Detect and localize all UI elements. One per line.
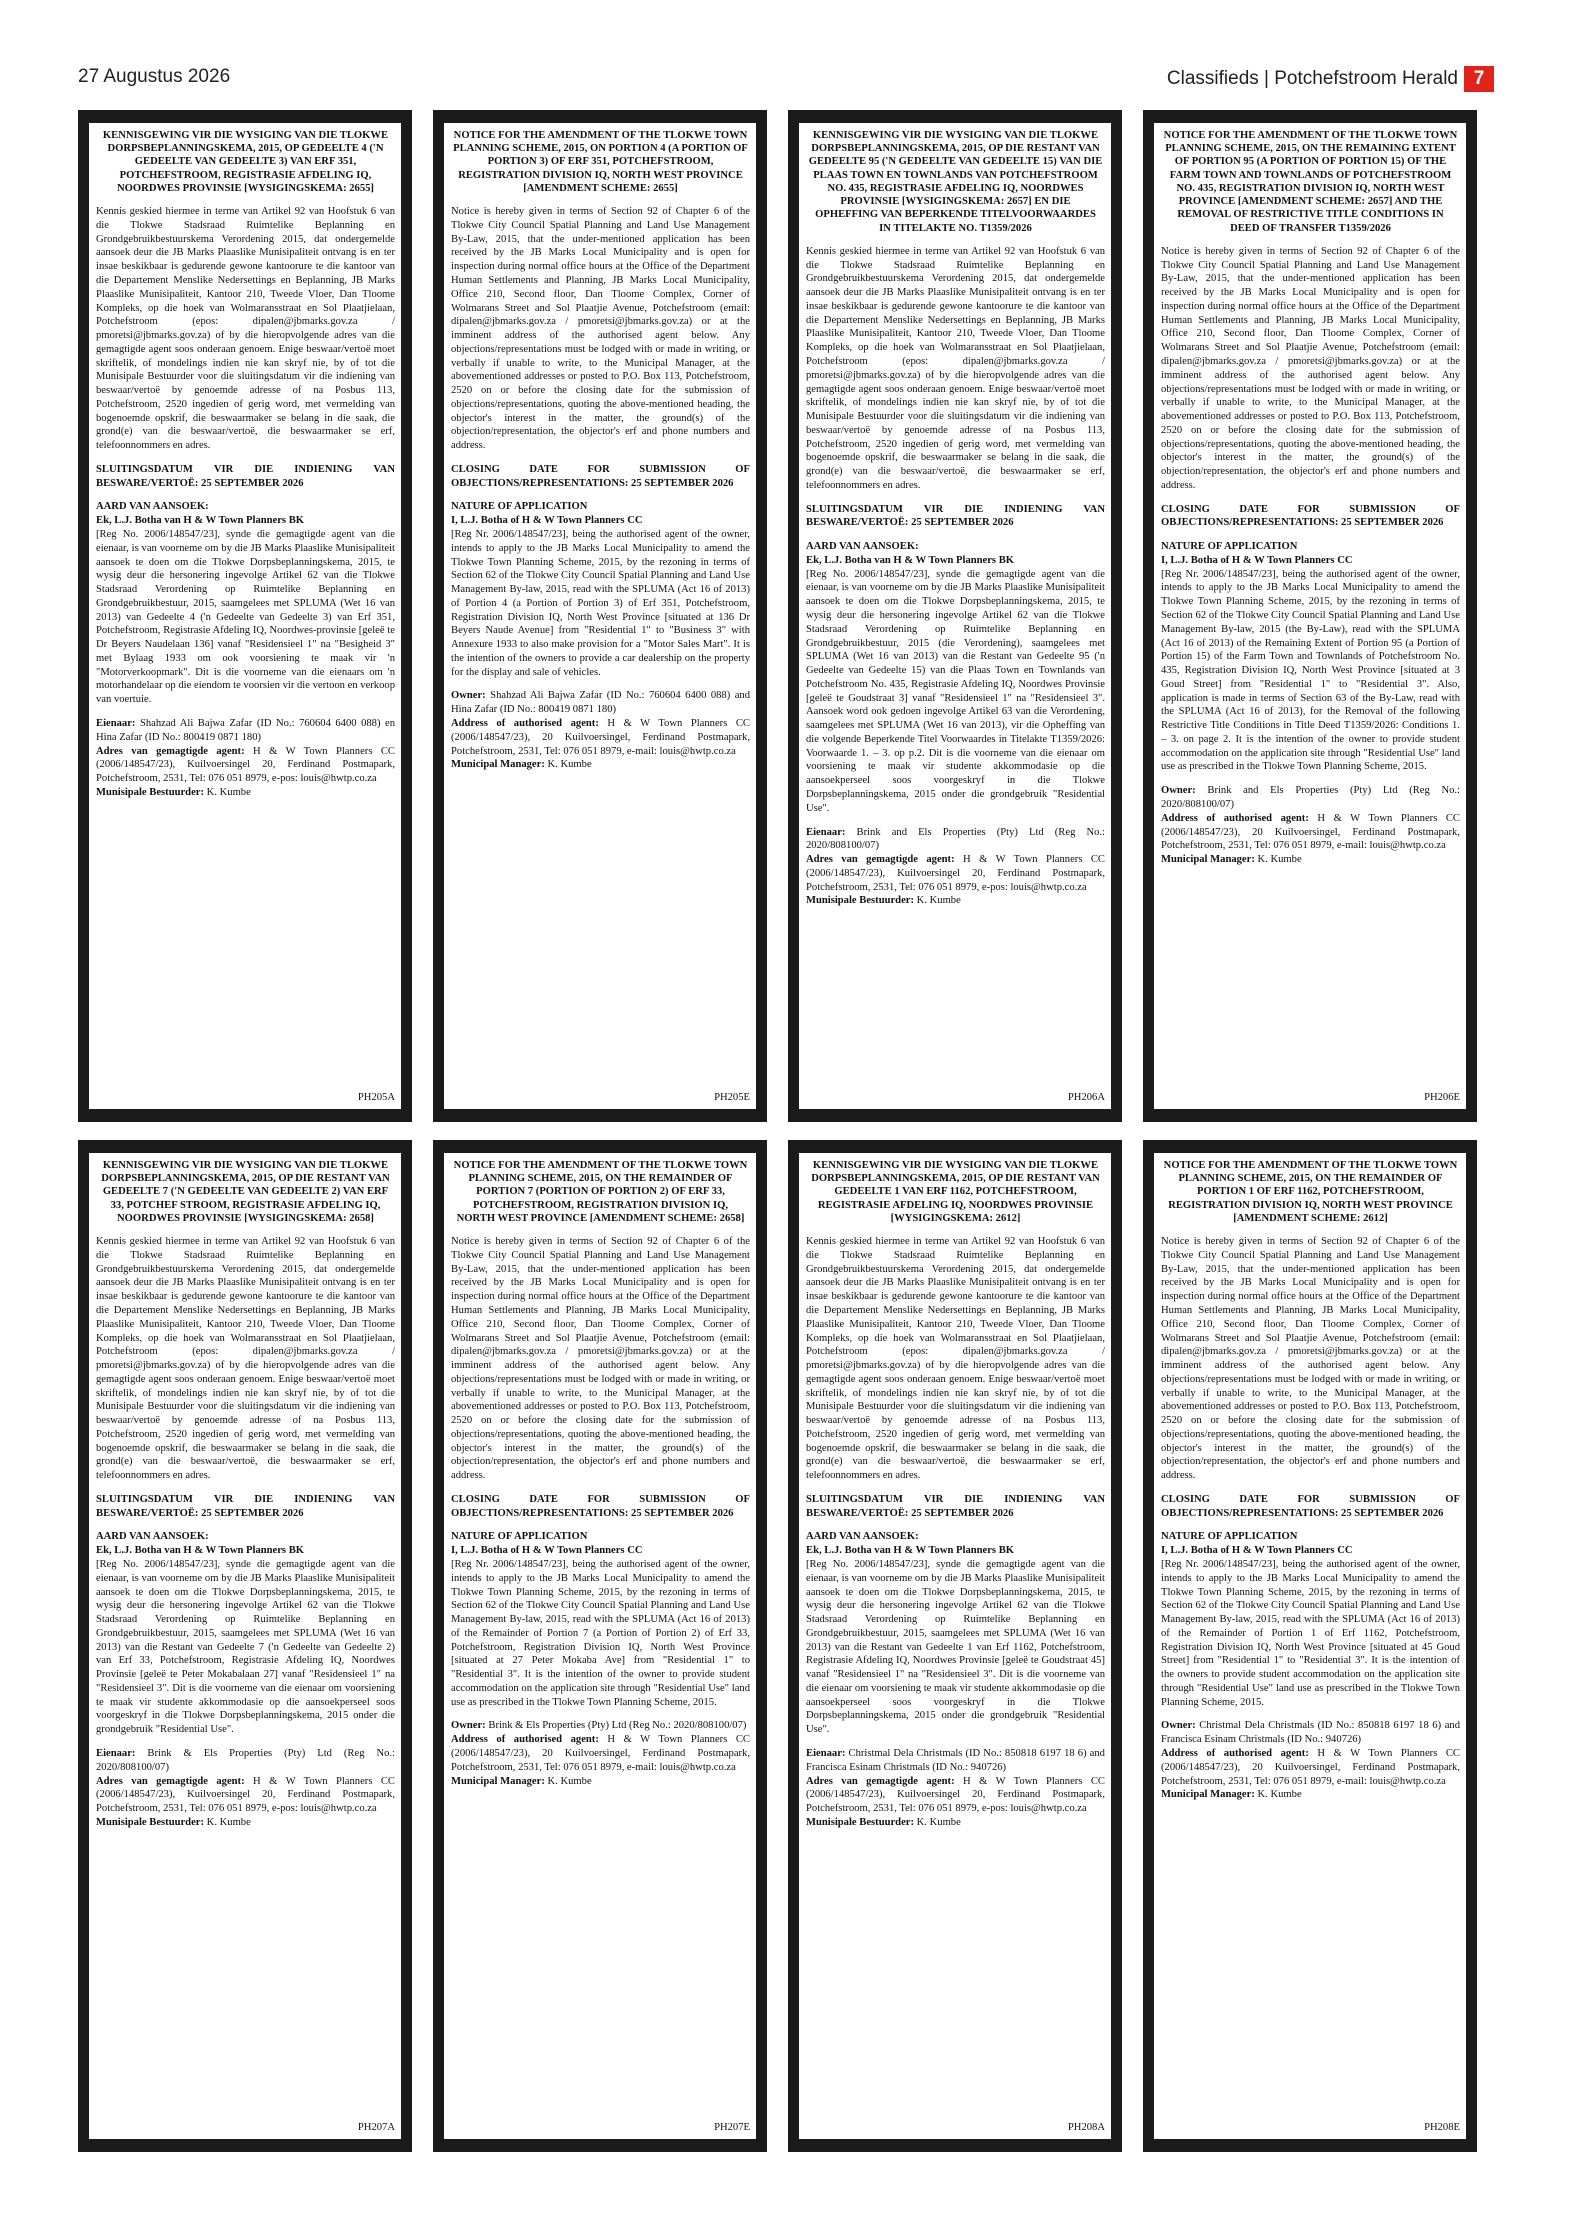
agent-line	[96, 1775, 395, 1816]
notice-band-top: KENNISGEWINGS • NOTICES	[519, 1140, 681, 1152]
notice-box	[788, 1140, 1122, 2152]
notice-ref: PH208E	[1424, 2122, 1460, 2134]
nature-body: [Reg No. 2006/148547/23], synde die gemagtigde agent van die eienaar, is van voorneme om by die JB Marks Plaaslike Munisipaliteit aansoek te doen om die Tlokwe Dorpsbeplanningskema, 2015, te wysig deur die hersonering ingevolge Artikel 62 van die Tlokwe Stadsraad Verordening op Ruimtelike Beplanning en Grondgebruikbestuur, 2015, saamgelees met SPLUMA (Wet 16 van 2013) van die Restant van Gedeelte 1 van Erf 1162, Potchefstroom, Registrasie Afdeling IQ, Noordwes Provinsie [geleë te Goudstraat 45] vanaf "Residensieel 1" na "Residensieel 3". Dit is die voorneme van die eienaar om voorsiening te maak vir studente akkommodasie op die aansoekperseel soos voorgeskryf in die Tlokwe Dorpsbeplanningskema, 2015 onder die grondgebruik "Residential Use".	[806, 1559, 1105, 1736]
page-header	[78, 66, 1494, 92]
agent-label: Address of authorised agent:	[1161, 1747, 1309, 1759]
notice-band-bottom: KENNISGEWINGS • NOTICES	[874, 2139, 1036, 2151]
nature-heading: NATURE OF APPLICATION	[451, 1531, 588, 1543]
nature-body: [Reg Nr. 2006/148547/23], being the authorised agent of the owner, intends to apply to the JB Marks Local Municipality to amend the Tlokwe Town Planning Scheme, 2015, by the rezoning in terms of Section 62 of the Tlokwe City Council Spatial Planning and Land Use Management By-law, 2015, read with the SPLUMA (Act 16 of 2013) of Portion 4 (a Portion of Portion 3) of Erf 351, Potchefstroom, Registration Division IQ, North West Province [situated at 136 Dr Beyers Naude Avenue] from "Residential 1" to "Business 3" with Annexure 1933 to also make provision for a "Motor Sales Mart". It is the intention of the owners to provide a car dealership on the property for the display and sale of vehicles.	[451, 529, 750, 678]
manager-label: Munisipale Bestuurder:	[96, 786, 205, 798]
applicant: Ek, L.J. Botha van H & W Town Planners BK	[96, 1545, 305, 1557]
notice-title: NOTICE FOR THE AMENDMENT OF THE TLOKWE TOWN PLANNING SCHEME, 2015, ON THE REMAINING EXTENT OF PORTION 95 (A PORTION OF PORTION 15) OF THE FARM TOWN AND TOWNLANDS OF POTCHEFSTROOM NO. 435, REGISTRATION DIVISION IQ, NORTH WEST PROVINCE [AMENDMENT SCHEME: 2657] AND THE REMOVAL OF RESTRICTIVE TITLE CONDITIONS IN DEED OF TRANSFER T1359/2026	[1163, 130, 1458, 234]
agent-line	[451, 717, 750, 758]
owner-value: Shahzad Ali Bajwa Zafar (ID No.: 760604 6400 088) en Hina Zafar (ID No.: 800419 0871 180)	[96, 717, 395, 743]
notice-ref: PH207A	[357, 2122, 395, 2134]
notice-ref: PH207E	[714, 2122, 750, 2134]
owner-value: Brink and Els Properties (Pty) Ltd (Reg No.: 2020/808100/07)	[1161, 785, 1460, 810]
page-number: 7	[1464, 66, 1494, 92]
notice-band-bottom: KENNISGEWINGS • NOTICES	[164, 2139, 326, 2151]
notice-title: NOTICE FOR THE AMENDMENT OF THE TLOKWE TOWN PLANNING SCHEME, 2015, ON PORTION 4 (A PORTION OF PORTION 3) OF ERF 351, POTCHEFSTROOM, REGISTRATION DIVISION IQ, NORTH WEST PROVINCE [AMENDMENT SCHEME: 2655]	[453, 130, 748, 194]
notice-body: Notice is hereby given in terms of Section 92 of Chapter 6 of the Tlokwe City Council Spatial Planning and Land Use Management By-Law, 2015, that the under-mentioned application has been received by the JB Marks Local Municipality and is open for inspection during normal office hours at the Office of the Department Human Settlements and Planning, JB Marks Local Municipality, Office 210, Second floor, Dan Tloome Complex, Corner of Wolmarans Street and Sol Plaatjie Avenue, Potchefstroom (email: dipalen@jbmarks.gov.za / pmoretsi@jbmarks.gov.za) or at the imminent address of the authorised agent below. Any objections/representations must be lodged with or made in writing, or verbally if unable to write, to the Municipal Manager, at the abovementioned addresses or posted to P.O. Box 113, Potchefstroom, 2520 on or before the closing date for the submission of objections/representations, quoting the above-mentioned heading, the objector's interest in the matter, the ground(s) of the objection/representation, the objector's erf and phone numbers and address.	[451, 206, 750, 452]
notice-content	[1154, 123, 1466, 1109]
notice-box	[433, 1140, 767, 2152]
manager-label: Municipal Manager:	[451, 1775, 545, 1787]
owner-value: Christmal Dela Christmals (ID No.: 850818 6197 18 6) and Francisca Esinam Christmals (ID No.: 940726)	[1161, 1720, 1460, 1746]
owner-label: Eienaar:	[96, 717, 136, 729]
notice-box	[78, 110, 412, 1122]
owner-label: Owner:	[451, 690, 486, 702]
agent-line	[806, 1775, 1105, 1816]
manager-label: Municipal Manager:	[1161, 854, 1255, 866]
agent-line	[96, 745, 395, 786]
owner-value: Brink & Els Properties (Pty) Ltd (Reg No.: 2020/808100/07)	[488, 1720, 747, 1732]
notice-body: Kennis geskied hiermee in terme van Artikel 92 van Hoofstuk 6 van die Tlokwe Stadsraad Ruimtelike Beplanning en Grondgebruikbestuurskema Verordening 2015, dat ondergemelde aansoek deur die JB Marks Plaaslike Munisipaliteit ontvang is en ter insae beskikbaar is gedurende gewone kantoorure te die kantoor van die Departement Menslike Nedersettings en Beplanning, JB Marks Plaaslike Munisipaliteit, Kantoor 210, Tweede Vloer, Dan Tloome Kompleks, op die hoek van Wolmaransstraat en Sol Plaatjielaan, Potchefstroom (epos: dipalen@jbmarks.gov.za / pmoretsi@jbmarks.gov.za) of by die hieropvolgende adres van die gemagtigde agent soos onderaan genoem. Enige beswaar/vertoë moet skriftelik, of mondelings indien nie kan skryf nie, by of tot die Munisipale Bestuurder voor die sluitingsdatum vir die indiening van beswaar/vertoë by genoemde adresse of na Posbus 113, Potchefstroom, 2520 ingedien of gerig word, met vermelding van bogenoemde opskrif, die beswaarmaker se belang in die saak, die grond(e) van die beswaar/vertoë, die beswaarmaker se erf, telefoonnommers en adres.	[96, 206, 395, 452]
owner-line	[806, 1747, 1105, 1775]
manager-value: K. Kumbe	[916, 895, 961, 907]
agent-value: H & W Town Planners CC (2006/148547/23), 20 Kuilvoersingel, Ferdinand Postmapark, Potchefstroom, 2531, Tel: 076 051 8979, e-mail: louis@hwtp.co.za	[1161, 812, 1460, 852]
manager-line	[96, 1816, 395, 1830]
nature-heading: NATURE OF APPLICATION	[1161, 1531, 1298, 1543]
manager-line	[806, 894, 1105, 908]
applicant: Ek, L.J. Botha van H & W Town Planners BK	[806, 1545, 1015, 1557]
owner-line	[806, 826, 1105, 854]
notice-title: KENNISGEWING VIR DIE WYSIGING VAN DIE TLOKWE DORPSBEPLANNINGSKEMA, 2015, OP DIE RESTANT VAN GEDEELTE 95 ('N GEDEELTE VAN GEDEELTE 15) VAN DIE PLAAS TOWN EN TOWNLANDS VAN POTCHEFSTROOM NO. 435, REGISTRASIE AFDELING IQ, NOORDWES PROVINSIE [WYSIGINGSKEMA: 2657] EN DIE OPHEFFING VAN BEPERKENDE TITELVOORWAARDES IN TITELAKTE NO. T1359/2026	[808, 130, 1103, 234]
notice-box	[78, 1140, 412, 2152]
manager-label: Municipal Manager:	[451, 759, 545, 771]
owner-value: Shahzad Ali Bajwa Zafar (ID No.: 760604 6400 088) and Hina Zafar (ID No.: 800419 0871 180)	[451, 690, 750, 716]
owner-line	[451, 1719, 750, 1733]
agent-value: H & W Town Planners CC (2006/148547/23), 20 Kuilvoersingel, Ferdinand Postmapark, Potchefstroom, 2531, Tel: 076 051 8979, e-mail: louis@hwtp.co.za	[451, 717, 750, 757]
notice-content	[799, 1153, 1111, 2139]
nature-heading: NATURE OF APPLICATION	[1161, 541, 1298, 553]
notice-band-bottom: KENNISGEWINGS • NOTICES	[1229, 1109, 1391, 1121]
agent-label: Address of authorised agent:	[451, 717, 599, 729]
owner-line	[96, 1747, 395, 1775]
notice-body: Notice is hereby given in terms of Section 92 of Chapter 6 of the Tlokwe City Council Spatial Planning and Land Use Management By-Law, 2015, that the under-mentioned application has been received by the JB Marks Local Municipality and is open for inspection during normal office hours at the Office of the Department Human Settlements and Planning, JB Marks Local Municipality, Office 210, Second floor, Dan Tloome Complex, Corner of Wolmarans Street and Sol Plaatjie Avenue, Potchefstroom (email: dipalen@jbmarks.gov.za / pmoretsi@jbmarks.gov.za) or at the imminent address of the authorised agent below. Any objections/representations must be lodged with or made in writing, or verbally if unable to write, to the Municipal Manager, at the abovementioned addresses or posted to P.O. Box 113, Potchefstroom, 2520 on or before the closing date for the submission of objections/representations, quoting the above-mentioned heading, the objector's interest in the matter, the ground(s) of the objection/representation, the objector's erf and phone numbers and address.	[451, 1236, 750, 1482]
manager-line	[96, 786, 395, 800]
notice-box	[1143, 110, 1477, 1122]
agent-label: Address of authorised agent:	[451, 1734, 599, 1746]
agent-label: Adres van gemagtigde agent:	[806, 1775, 955, 1787]
owner-label: Owner:	[1161, 1720, 1196, 1732]
agent-value: H & W Town Planners CC (2006/148547/23), Kuilvoersingel 20, Ferdinand Postmapark, Potchefstroom, 2531, Tel: 076 051 8979, e-pos: louis@hwtp.co.za	[806, 854, 1105, 893]
notice-box	[788, 110, 1122, 1122]
agent-line	[806, 853, 1105, 894]
notice-content	[799, 123, 1111, 1109]
manager-label: Municipal Manager:	[1161, 1789, 1255, 1801]
nature-body: [Reg Nr. 2006/148547/23], being the authorised agent of the owner, intends to apply to the JB Marks Local Municipality to amend the Tlokwe Town Planning Scheme, 2015, by the rezoning in terms of Section 62 of the Tlokwe City Council Spatial Planning and Land Use Management By-law, 2015, read with the SPLUMA (Act 16 of 2013) of the Remainder of Portion 7 (a Portion of Portion 2) of Erf 33, Potchefstroom, Registration Division IQ, North West Province [situated at 27 Peter Mokaba Ave] from "Residential 1" to "Residential 3". It is the intention of the owner to provide student accommodation on the application site through "Residential Use" land use as prescribed in the Tlokwe Town Planning Scheme, 2015.	[451, 1559, 750, 1708]
notice-ref: PH205A	[357, 1092, 395, 1104]
notice-title: KENNISGEWING VIR DIE WYSIGING VAN DIE TLOKWE DORPSBEPLANNINGSKEMA, 2015, OP GEDEELTE 4 ('N GEDEELTE VAN GEDEELTE 3) VAN ERF 351, POTCHEFSTROOM, REGISTRASIE AFDELING IQ, NOORDWES PROVINSIE [WYSIGINGSKEMA: 2655]	[102, 130, 389, 194]
nature-body: [Reg Nr. 2006/148547/23], being the authorised agent of the owner, intends to apply to the JB Marks Local Municipality to amend the Tlokwe Town Planning Scheme, 2015, by the rezoning in terms of Section 62 of the Tlokwe City Council Spatial Planning and Land Use Management By-law, 2015 (the By-Law), read with the SPLUMA (Act 16 of 2013) of the Remaining Extent of Portion 95 (a Portion of Portion 15) of the Farm Town and Townlands of Potchefstroom No. 435, Registration Division IQ, North West Province [situated at 3 Goud Street] from "Residential 1" to "Residential 3". Also, application is made in terms of Section 63 of the By-Law, read with the SPLUMA (Act 16 of 2013), for the Removal of the following Restrictive Title Conditions in Title Deed T1359/2026: Conditions 1. – 3. on page 2. It is the intention of the owner to provide student accommodation on the application site through "Residential Use" land use as prescribed in the Tlokwe Town Planning Scheme, 2015.	[1161, 568, 1460, 773]
owner-line	[451, 689, 750, 717]
manager-line	[451, 758, 750, 772]
manager-value: K. Kumbe	[547, 1775, 592, 1787]
owner-label: Eienaar:	[806, 826, 846, 838]
nature-body: [Reg No. 2006/148547/23], synde die gemagtigde agent van die eienaar, is van voorneme om by die JB Marks Plaaslike Munisipaliteit aansoek te doen om die Tlokwe Dorpsbeplanningskema, 2015, te wysig deur die hersonering ingevolge Artikel 62 van die Tlokwe Stadsraad Verordening op Ruimtelike Beplanning en Grondgebruikbestuur, 2015, saamgelees met SPLUMA (Wet 16 van 2013) van Gedeelte 4 ('n Gedeelte van Gedeelte 3) van Erf 351, Potchefstroom, Registrasie Afdeling IQ, Noordwes-provinsie [geleë te Dr Beyers Naudelaan 136] vanaf "Residensieel 1" na "Besigheid 3" met Bylaag 1933 om ook voorsiening te maak vir 'n "Motorverkoopmark". Dit is die voorneme van die eienaars om 'n motorhandelaar op die eiendom te voorsien vir die vertoon en verkoop van voertuie.	[96, 529, 395, 706]
nature-heading: AARD VAN AANSOEK:	[806, 1531, 919, 1543]
owner-label: Eienaar:	[96, 1747, 136, 1759]
notice-title: NOTICE FOR THE AMENDMENT OF THE TLOKWE TOWN PLANNING SCHEME, 2015, ON THE REMAINDER OF PORTION 1 OF ERF 1162, POTCHEFSTROOM, REGISTRATION DIVISION IQ, NORTH WEST PROVINCE [AMENDMENT SCHEME: 2612]	[1163, 1160, 1458, 1224]
notice-body: Kennis geskied hiermee in terme van Artikel 92 van Hoofstuk 6 van die Tlokwe Stadsraad Ruimtelike Beplanning en Grondgebruikbestuurskema Verordening 2015, dat ondergemelde aansoek deur die JB Marks Plaaslike Munisipaliteit ontvang is en ter insae beskikbaar is gedurende gewone kantoorure te die kantoor van die Departement Menslike Nedersettings en Beplanning, JB Marks Plaaslike Munisipaliteit, Kantoor 210, Tweede Vloer, Dan Tloome Kompleks, op die hoek van Wolmaransstraat en Sol Plaatjielaan, Potchefstroom (epos: dipalen@jbmarks.gov.za / pmoretsi@jbmarks.gov.za) of by die hieropvolgende adres van die gemagtigde agent soos onderaan genoem. Enige beswaar/vertoë moet skriftelik, of mondelings indien nie kan skryf nie, by of tot die Munisipale Bestuurder voor die sluitingsdatum vir die indiening van beswaar/vertoë by genoemde adresse of na Posbus 113, Potchefstroom, 2520 ingedien of gerig word, met vermelding van bogenoemde opskrif, die beswaarmaker se belang in die saak, die grond(e) van die beswaar/vertoë, die beswaarmaker se erf, telefoonnommers en adres.	[806, 245, 1105, 491]
nature-body: [Reg Nr. 2006/148547/23], being the authorised agent of the owner, intends to apply to the JB Marks Local Municipality to amend the Tlokwe Town Planning Scheme, 2015, by the rezoning in terms of Section 62 of the Tlokwe City Council Spatial Planning and Land Use Management By-law, 2015, read with the SPLUMA (Act 16 of 2013) of the Remainder of Portion 1 of Erf 1162, Potchefstroom, Registration Division IQ, North West Province [situated at 45 Goud Street] from "Residential 1" to "Residential 3". It is the intention of the owners to provide student accommodation on the application site through "Residential Use" land use as prescribed in the Tlokwe Town Planning Scheme, 2015.	[1161, 1559, 1460, 1708]
closing-date: SLUITINGSDATUM VIR DIE INDIENING VAN BESWARE/VERTOË: 25 SEPTEMBER 2026	[806, 503, 1105, 529]
manager-label: Munisipale Bestuurder:	[806, 895, 915, 907]
notice-box	[1143, 1140, 1477, 2152]
notice-title: KENNISGEWING VIR DIE WYSIGING VAN DIE TLOKWE DORPSBEPLANNINGSKEMA, 2015, OP DIE RESTANT VAN GEDEELTE 1 VAN ERF 1162, POTCHEFSTROOM, REGISTRASIE AFDELING IQ, NOORDWES PROVINSIE [WYSIGINGSKEMA: 2612]	[811, 1160, 1100, 1224]
notice-ref: PH206E	[1424, 1092, 1460, 1104]
agent-value: H & W Town Planners CC (2006/148547/23), Kuilvoersingel 20, Ferdinand Postmapark, Potchefstroom, 2531, Tel: 076 051 8979, e-pos: louis@hwtp.co.za	[96, 745, 395, 785]
nature-body: [Reg No. 2006/148547/23], synde die gemagtigde agent van die eienaar, is van voorneme om by die JB Marks Plaaslike Munisipaliteit aansoek te doen om die Tlokwe Dorpsbeplanningskema, 2015, te wysig deur die hersonering ingevolge Artikel 62 van die Tlokwe Stadsraad Verordening op Ruimtelike Beplanning en Grondgebruikbestuur, 2015, saamgelees met SPLUMA (Wet 16 van 2013) van die Restant van Gedeelte 7 ('n Gedeelte van Gedeelte 2) van Erf 33, Potchefstroom, Registrasie Afdeling IQ, Noordwes Provinsie [geleë te Peter Mokabalaan 27] vanaf "Residensieel 1" na "Residensieel 3". Dit is die voorneme van die eienaar om voorsiening te maak vir studente akkommodasie op die aansoekperseel soos voorgeskryf in die Tlokwe Dorpsbeplanningskema, 2015 onder die grondgebruik "Residential Use".	[96, 1559, 395, 1736]
nature-heading: AARD VAN AANSOEK:	[96, 501, 209, 513]
applicant: I, L.J. Botha of H & W Town Planners CC	[451, 515, 643, 527]
applicant: I, L.J. Botha of H & W Town Planners CC	[1161, 554, 1353, 566]
agent-label: Adres van gemagtigde agent:	[806, 854, 955, 866]
owner-line	[1161, 784, 1460, 812]
owner-label: Owner:	[1161, 785, 1196, 797]
closing-date: CLOSING DATE FOR SUBMISSION OF OBJECTIONS/REPRESENTATIONS: 25 SEPTEMBER 2026	[451, 463, 750, 489]
manager-value: K. Kumbe	[547, 759, 592, 771]
notice-band-bottom: KENNISGEWINGS • NOTICES	[519, 2139, 681, 2151]
notice-content	[1154, 1153, 1466, 2139]
agent-line	[1161, 812, 1460, 853]
agent-value: H & W Town Planners CC (2006/148547/23), 20 Kuilvoersingel, Ferdinand Postmapark, Potchefstroom, 2531, Tel: 076 051 8979, e-mail: louis@hwtp.co.za	[451, 1734, 750, 1773]
manager-line	[806, 1816, 1105, 1830]
closing-date: CLOSING DATE FOR SUBMISSION OF OBJECTIONS/REPRESENTATIONS: 25 SEPTEMBER 2026	[1161, 1493, 1460, 1519]
notice-body: Notice is hereby given in terms of Section 92 of Chapter 6 of the Tlokwe City Council Spatial Planning and Land Use Management By-Law, 2015, that the under-mentioned application has been received by the JB Marks Local Municipality and is open for inspection during normal office hours at the Office of the Department Human Settlements and Planning, JB Marks Local Municipality, Office 210, Second floor, Dan Tloome Complex, Corner of Wolmarans Street and Sol Plaatjie Avenue, Potchefstroom (email: dipalen@jbmarks.gov.za / pmoretsi@jbmarks.gov.za) or at the imminent address of the authorised agent below. Any objections/representations must be lodged with or made in writing, or verbally if unable to write, to the Municipal Manager, at the abovementioned addresses or posted to P.O. Box 113, Potchefstroom, 2520 on or before the closing date for the submission of objections/representations, quoting the above-mentioned heading, the objector's interest in the matter, the ground(s) of the objection/representation, the objector's erf and phone numbers and address.	[1161, 245, 1460, 491]
notice-band-bottom: KENNISGEWINGS • NOTICES	[874, 1109, 1036, 1121]
owner-line	[1161, 1719, 1460, 1747]
agent-label: Adres van gemagtigde agent:	[96, 745, 245, 757]
notice-band-bottom: KENNISGEWINGS • NOTICES	[164, 1109, 326, 1121]
manager-value: K. Kumbe	[206, 786, 251, 798]
notice-body: Kennis geskied hiermee in terme van Artikel 92 van Hoofstuk 6 van die Tlokwe Stadsraad Ruimtelike Beplanning en Grondgebruikbestuurskema Verordening 2015, dat ondergemelde aansoek deur die JB Marks Plaaslike Munisipaliteit ontvang is en ter insae beskikbaar is gedurende gewone kantoorure te die kantoor van die Departement Menslike Nedersettings en Beplanning, JB Marks Plaaslike Munisipaliteit, Kantoor 210, Tweede Vloer, Dan Tloome Kompleks, op die hoek van Wolmaransstraat en Sol Plaatjielaan, Potchefstroom (epos: dipalen@jbmarks.gov.za / pmoretsi@jbmarks.gov.za) of by die hieropvolgende adres van die gemagtigde agent soos onderaan genoem. Enige beswaar/vertoë moet skriftelik, of mondelings indien nie kan skryf nie, by of tot die Munisipale Bestuurder voor die sluitingsdatum vir die indiening van beswaar/vertoë by genoemde adresse of na Posbus 113, Potchefstroom, 2520 ingedien of gerig word, met vermelding van bogenoemde opskrif, die beswaarmaker se belang in die saak, die grond(e) van die beswaar/vertoë, die beswaarmaker se erf, telefoonnommers en adres.	[96, 1236, 395, 1482]
applicant: Ek, L.J. Botha van H & W Town Planners BK	[806, 554, 1015, 566]
masthead	[1167, 66, 1494, 92]
owner-label: Owner:	[451, 1720, 486, 1732]
manager-line	[1161, 853, 1460, 867]
closing-date: SLUITINGSDATUM VIR DIE INDIENING VAN BESWARE/VERTOË: 25 SEPTEMBER 2026	[96, 1493, 395, 1519]
notice-title: KENNISGEWING VIR DIE WYSIGING VAN DIE TLOKWE DORPSBEPLANNINGSKEMA, 2015, OP DIE RESTANT VAN GEDEELTE 7 ('N GEDEELTE VAN GEDEELTE 2) VAN ERF 33, POTCHEF STROOM, REGISTRASIE AFDELING IQ, NOORDWES PROVINSIE [WYSIGINGSKEMA: 2658]	[101, 1160, 390, 1224]
manager-label: Munisipale Bestuurder:	[96, 1816, 205, 1828]
notice-band-bottom: KENNISGEWINGS • NOTICES	[519, 1109, 681, 1121]
agent-line	[1161, 1747, 1460, 1788]
notice-band-top: KENNISGEWINGS • NOTICES	[1229, 110, 1391, 122]
closing-date: CLOSING DATE FOR SUBMISSION OF OBJECTIONS/REPRESENTATIONS: 25 SEPTEMBER 2026	[451, 1493, 750, 1519]
manager-value: K. Kumbe	[1257, 1789, 1302, 1801]
notice-content	[444, 1153, 756, 2139]
notice-body: Kennis geskied hiermee in terme van Artikel 92 van Hoofstuk 6 van die Tlokwe Stadsraad Ruimtelike Beplanning en Grondgebruikbestuurskema Verordening 2015, dat ondergemelde aansoek deur die JB Marks Plaaslike Munisipaliteit ontvang is en ter insae beskikbaar is gedurende gewone kantoorure te die kantoor van die Departement Menslike Nedersettings en Beplanning, JB Marks Plaaslike Munisipaliteit, Kantoor 210, Tweede Vloer, Dan Tloome Kompleks, op die hoek van Wolmaransstraat en Sol Plaatjielaan, Potchefstroom (epos: dipalen@jbmarks.gov.za / pmoretsi@jbmarks.gov.za) of by die hieropvolgende adres van die gemagtigde agent soos onderaan genoem. Enige beswaar/vertoë moet skriftelik, of mondelings indien nie kan skryf nie, by of tot die Munisipale Bestuurder voor die sluitingsdatum vir die indiening van beswaar/vertoë by genoemde adresse of na Posbus 113, Potchefstroom, 2520 ingedien of gerig word, met vermelding van bogenoemde opskrif, die beswaarmaker se belang in die saak, die grond(e) van die beswaar/vertoë, die beswaarmaker se erf, telefoonnommers en adres.	[806, 1236, 1105, 1482]
agent-line	[451, 1733, 750, 1774]
manager-value: K. Kumbe	[1257, 854, 1302, 866]
applicant: I, L.J. Botha of H & W Town Planners CC	[1161, 1545, 1353, 1557]
nature-heading: AARD VAN AANSOEK:	[806, 541, 919, 553]
notice-band-top: KENNISGEWINGS • NOTICES	[874, 1140, 1036, 1152]
notice-content	[444, 123, 756, 1109]
closing-date: SLUITINGSDATUM VIR DIE INDIENING VAN BESWARE/VERTOË: 25 SEPTEMBER 2026	[96, 463, 395, 489]
owner-label: Eienaar:	[806, 1747, 846, 1759]
manager-line	[1161, 1788, 1460, 1802]
notice-ref: PH205E	[714, 1092, 750, 1104]
notice-ref: PH208A	[1067, 2122, 1105, 2134]
notice-band-bottom: KENNISGEWINGS • NOTICES	[1229, 2139, 1391, 2151]
notice-ref: PH206A	[1067, 1092, 1105, 1104]
owner-value: Christmal Dela Christmals (ID No.: 850818 6197 18 6) and Francisca Esinam Christmals (ID No.: 940726)	[806, 1747, 1105, 1773]
manager-line	[451, 1775, 750, 1789]
issue-date: 27 Augustus 2026	[78, 66, 231, 87]
agent-value: H & W Town Planners CC (2006/148547/23), 20 Kuilvoersingel, Ferdinand Postmapark, Potchefstroom, 2531, Tel: 076 051 8979, e-mail: louis@hwtp.co.za	[1161, 1747, 1460, 1787]
notice-content	[89, 1153, 401, 2139]
owner-value: Brink & Els Properties (Pty) Ltd (Reg No.: 2020/808100/07)	[96, 1747, 395, 1773]
closing-date: CLOSING DATE FOR SUBMISSION OF OBJECTIONS/REPRESENTATIONS: 25 SEPTEMBER 2026	[1161, 503, 1460, 529]
publication-name: Classifieds | Potchefstroom Herald	[1166, 68, 1458, 89]
agent-value: H & W Town Planners CC (2006/148547/23), Kuilvoersingel 20, Ferdinand Postmapark, Potchefstroom, 2531, Tel: 076 051 8979, e-pos: louis@hwtp.co.za	[806, 1775, 1105, 1815]
owner-line	[96, 717, 395, 745]
applicant: Ek, L.J. Botha van H & W Town Planners BK	[96, 515, 305, 527]
nature-body: [Reg No. 2006/148547/23], synde die gemagtigde agent van die eienaar, is van voorneme om by die JB Marks Plaaslike Munisipaliteit aansoek te doen om die Tlokwe Dorpsbeplanningskema, 2015, te wysig deur die hersonering ingevolge Artikel 62 van die Tlokwe Stadsraad Verordening op Ruimtelike Beplanning en Grondgebruikbestuur, 2015 (die Verordening), saamgelees met SPLUMA (Wet 16 van 2013) van die Restant van Gedeelte 95 ('n Gedeelte van Gedeelte 15) van die Plaas Town en Townlands van Potchefstroom No. 435, Registrasie Afdeling IQ, Noordwes Provinsie [geleë te Goudstraat 3] vanaf "Residensieel 1" na "Residensieel 3". Aansoek word ook gedoen ingevolge Artikel 63 van die Verordening, saamgelees met SPLUMA (Wet 16 van 2013), vir die Opheffing van die volgende Beperkende Titel Voorwaardes in Titelakte T1359/2026: Voorwaarde 1. – 3. op p.2. Dit is die voorneme van die eienaar om voorsiening te maak vir studente akkommodasie op die aansoekperseel soos voorgeskryf in die Tlokwe Dorpsbeplanningskema, 2015 onder die grondgebruik "Residential Use".	[806, 568, 1105, 814]
notice-content	[89, 123, 401, 1109]
notice-body: Notice is hereby given in terms of Section 92 of Chapter 6 of the Tlokwe City Council Spatial Planning and Land Use Management By-Law, 2015, that the under-mentioned application has been received by the JB Marks Local Municipality and is open for inspection during normal office hours at the Office of the Department Human Settlements and Planning, JB Marks Local Municipality, Office 210, Second floor, Dan Tloome Complex, Corner of Wolmarans Street and Sol Plaatjie Avenue, Potchefstroom (email: dipalen@jbmarks.gov.za / pmoretsi@jbmarks.gov.za) or at the imminent address of the authorised agent below. Any objections/representations must be lodged with or made in writing, or verbally if unable to write, to the Municipal Manager, at the abovementioned addresses or posted to P.O. Box 113, Potchefstroom, 2520 on or before the closing date for the submission of objections/representations, quoting the above-mentioned heading, the objector's interest in the matter, the ground(s) of the objection/representation, the objector's erf and phone numbers and address.	[1161, 1236, 1460, 1482]
owner-value: Brink and Els Properties (Pty) Ltd (Reg No.: 2020/808100/07)	[806, 826, 1105, 852]
applicant: I, L.J. Botha of H & W Town Planners CC	[451, 1545, 643, 1557]
manager-value: K. Kumbe	[206, 1816, 251, 1828]
nature-heading: AARD VAN AANSOEK:	[96, 1531, 209, 1543]
manager-value: K. Kumbe	[916, 1816, 961, 1828]
agent-label: Adres van gemagtigde agent:	[96, 1775, 245, 1787]
notice-box	[433, 110, 767, 1122]
notice-band-top: KENNISGEWINGS • NOTICES	[519, 110, 681, 122]
agent-value: H & W Town Planners CC (2006/148547/23), Kuilvoersingel 20, Ferdinand Postmapark, Potchefstroom, 2531, Tel: 076 051 8979, e-pos: louis@hwtp.co.za	[96, 1775, 395, 1815]
notice-band-top: KENNISGEWINGS • NOTICES	[1229, 1140, 1391, 1152]
closing-date: SLUITINGSDATUM VIR DIE INDIENING VAN BESWARE/VERTOË: 25 SEPTEMBER 2026	[806, 1493, 1105, 1519]
notice-title: NOTICE FOR THE AMENDMENT OF THE TLOKWE TOWN PLANNING SCHEME, 2015, ON THE REMAINDER OF PORTION 7 (PORTION OF PORTION 2) OF ERF 33, POTCHEFSTROOM, REGISTRATION DIVISION IQ, NORTH WEST PROVINCE [AMENDMENT SCHEME: 2658]	[453, 1160, 748, 1224]
notice-band-top: KENNISGEWINGS • NOTICES	[164, 1140, 326, 1152]
notice-band-top: KENNISGEWINGS • NOTICES	[874, 110, 1036, 122]
agent-label: Address of authorised agent:	[1161, 812, 1309, 824]
notice-band-top: KENNISGEWINGS • NOTICES	[164, 110, 326, 122]
manager-label: Munisipale Bestuurder:	[806, 1816, 915, 1828]
nature-heading: NATURE OF APPLICATION	[451, 501, 588, 513]
